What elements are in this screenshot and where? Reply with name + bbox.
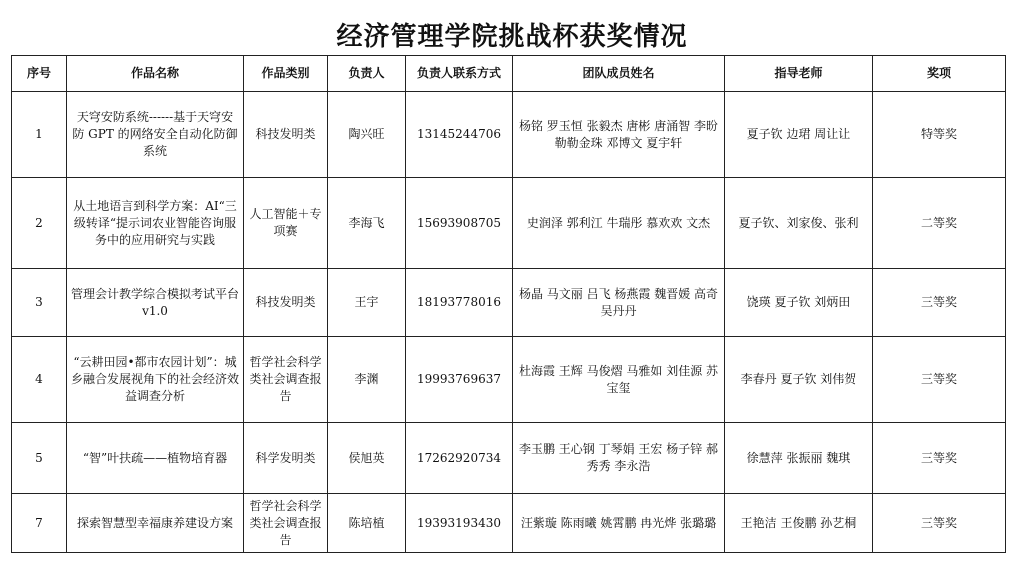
cell-category: 人工智能＋专项赛 — [244, 178, 328, 269]
cell-award: 三等奖 — [873, 337, 1006, 423]
cell-index: 7 — [12, 494, 67, 553]
cell-advisor: 饶瑛 夏子钦 刘炳田 — [725, 269, 873, 337]
cell-members: 史润泽 郭利江 牛瑞彤 慕欢欢 文杰 — [513, 178, 725, 269]
header-leader: 负责人 — [328, 56, 406, 92]
cell-contact: 19993769637 — [406, 337, 513, 423]
cell-leader: 陶兴旺 — [328, 92, 406, 178]
page-title: 经济管理学院挑战杯获奖情况 — [336, 22, 688, 52]
header-award: 奖项 — [873, 56, 1006, 92]
cell-index: 3 — [12, 269, 67, 337]
cell-contact: 19393193430 — [406, 494, 513, 553]
cell-award: 二等奖 — [873, 178, 1006, 269]
header-members: 团队成员姓名 — [513, 56, 725, 92]
cell-work-name: 管理会计教学综合模拟考试平台 v1.0 — [67, 269, 244, 337]
cell-contact: 13145244706 — [406, 92, 513, 178]
cell-work-name: “云耕田园•都市农园计划”：城乡融合发展视角下的社会经济效益调查分析 — [67, 337, 244, 423]
cell-leader: 陈培植 — [328, 494, 406, 553]
cell-award: 三等奖 — [873, 269, 1006, 337]
cell-advisor: 夏子钦 边珺 周让让 — [725, 92, 873, 178]
cell-advisor: 徐慧萍 张振丽 魏琪 — [725, 423, 873, 494]
cell-category: 科技发明类 — [244, 92, 328, 178]
cell-index: 4 — [12, 337, 67, 423]
header-index: 序号 — [12, 56, 67, 92]
cell-leader: 侯旭英 — [328, 423, 406, 494]
cell-award: 三等奖 — [873, 494, 1006, 553]
table-row — [12, 92, 1006, 178]
table-row — [12, 423, 1006, 494]
cell-category: 哲学社会科学类社会调查报告 — [244, 494, 328, 553]
cell-advisor: 夏子钦、刘家俊、张利 — [725, 178, 873, 269]
header-contact: 负责人联系方式 — [406, 56, 513, 92]
cell-leader: 李海飞 — [328, 178, 406, 269]
cell-advisor: 李春丹 夏子钦 刘伟贺 — [725, 337, 873, 423]
cell-members: 汪紫璇 陈雨曦 姚霄鹏 冉光烨 张璐璐 — [513, 494, 725, 553]
table-header-row — [12, 56, 1006, 92]
table-row — [12, 337, 1006, 423]
cell-leader: 王宇 — [328, 269, 406, 337]
header-work-name: 作品名称 — [67, 56, 244, 92]
cell-award: 三等奖 — [873, 423, 1006, 494]
cell-category: 哲学社会科学类社会调查报告 — [244, 337, 328, 423]
cell-work-name: 探索智慧型幸福康养建设方案 — [67, 494, 244, 553]
cell-index: 5 — [12, 423, 67, 494]
cell-contact: 18193778016 — [406, 269, 513, 337]
cell-members: 杨晶 马文丽 吕飞 杨燕霞 魏晋媛 高奇 吴丹丹 — [513, 269, 725, 337]
cell-contact: 17262920734 — [406, 423, 513, 494]
table-row — [12, 269, 1006, 337]
cell-work-name: 从土地语言到科学方案：AI“三级转译“提示词农业智能咨询服务中的应用研究与实践 — [67, 178, 244, 269]
cell-leader: 李渊 — [328, 337, 406, 423]
table-row — [12, 494, 1006, 553]
cell-index: 2 — [12, 178, 67, 269]
header-category: 作品类别 — [244, 56, 328, 92]
header-advisor: 指导老师 — [725, 56, 873, 92]
cell-work-name: “智”叶扶疏——植物培育器 — [67, 423, 244, 494]
cell-members: 杜海霞 王辉 马俊熠 马雅如 刘佳源 苏宝玺 — [513, 337, 725, 423]
table-row — [12, 178, 1006, 269]
cell-index: 1 — [12, 92, 67, 178]
cell-work-name: 天穹安防系统------基于天穹安防 GPT 的网络安全自动化防御系统 — [67, 92, 244, 178]
awards-table — [11, 55, 1006, 553]
cell-category: 科技发明类 — [244, 269, 328, 337]
cell-advisor: 王艳洁 王俊鹏 孙艺桐 — [725, 494, 873, 553]
cell-award: 特等奖 — [873, 92, 1006, 178]
cell-members: 杨铭 罗玉恒 张毅杰 唐彬 唐涌智 李昐 勒勒金珠 邓博文 夏宇轩 — [513, 92, 725, 178]
cell-category: 科学发明类 — [244, 423, 328, 494]
cell-members: 李玉鹏 王心钢 丁琴娟 王宏 杨子锌 郝秀秀 李永浩 — [513, 423, 725, 494]
cell-contact: 15693908705 — [406, 178, 513, 269]
